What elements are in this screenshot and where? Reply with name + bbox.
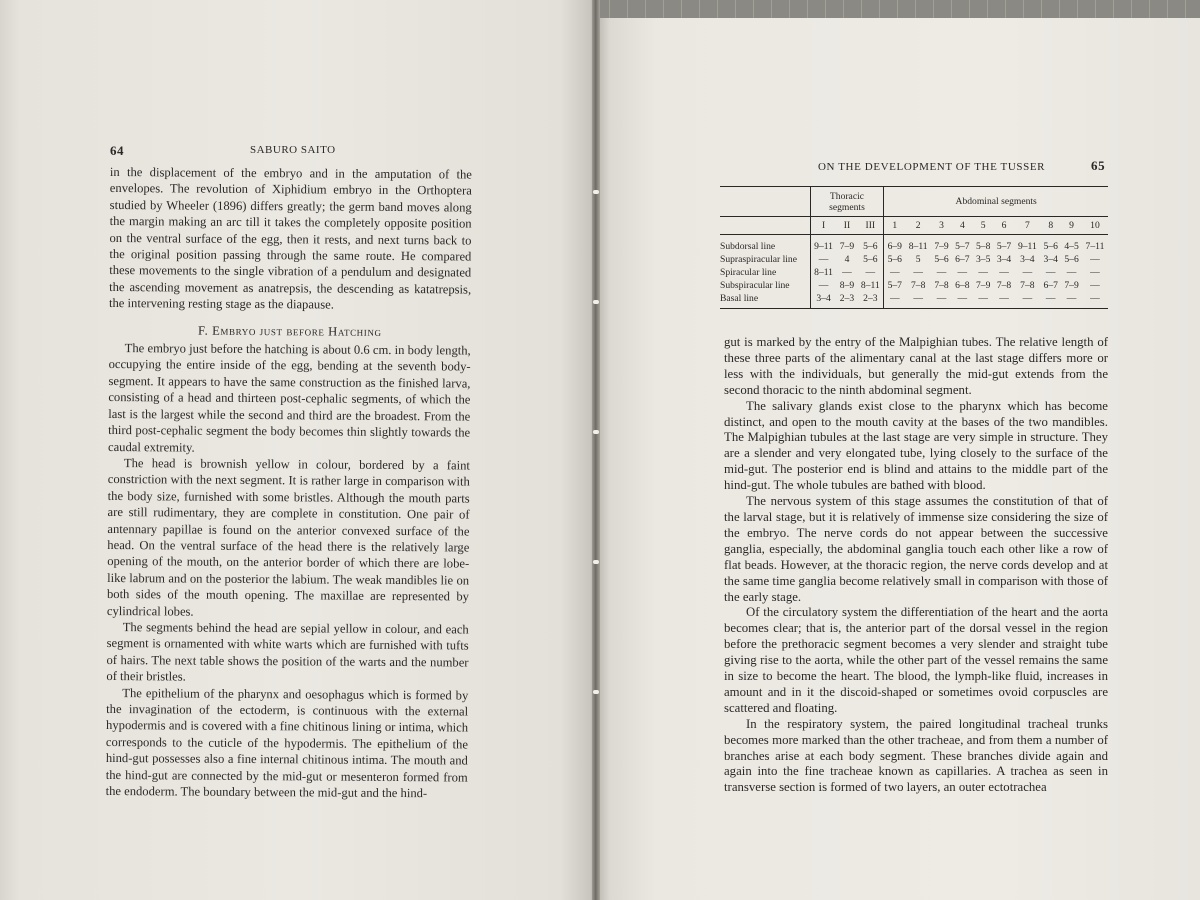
table-cell: 5–7 xyxy=(955,241,970,252)
paragraph: in the displacement of the embryo and in the amputation of the envelopes. The revolution of Xiphidium embryo in the Orthoptera studied by Wheeler (1896) differs greatly; the germ band moves along the margin making an arc till it takes the completely opposite position on the ventral surface of the egg, then it rests, and next turns back to the original position passing through the same route. He compared these movements to the single vibration of a pendulum and designated the ascending movement as anatrepsis, the descending as katatrepsis, the intervening resting stage as the diapause. xyxy=(108,164,472,312)
paragraph: In the respiratory system, the paired longitudinal tracheal trunks becomes more marked than the other tracheae, and from them a number of branches arise at each body segment. These branches divide again and again into the fine tracheae known as capillaries. A trachea as seen in transverse section is formed of two layers, an outer ectotrachea xyxy=(724,716,1108,795)
paragraph: The segments behind the head are sepial yellow in colour, and each segment is ornamented with white warts which are furnished with tufts of hairs. The next table shows the position of the warts and the number of their bristles. xyxy=(106,620,469,684)
table-cell: — xyxy=(1090,254,1100,265)
table-cell: — xyxy=(905,292,931,309)
thoracic-col-header: III xyxy=(857,217,883,235)
thoracic-group-header: Thoracic segments xyxy=(810,187,884,217)
paragraph: The head is brownish yellow in colour, bordered by a faint constriction with the next segment. It is rather large in comparison with the body size, furnished with some bristles. Although the mouth parts are still rudimentary, they are complete in constitution. One pair of antennary papillae is found on the anterior convexed surface of the head. On the ventral surface of the head there is the relatively large opening of the mouth, on the anterior border of which there are lobe-like labrum and on the posterior the labium. The weak mandibles lie on both sides of the mouth opening. The maxillae are represented by cylindrical lobes. xyxy=(106,456,470,619)
table-cell: 8–11 xyxy=(857,279,883,292)
abdominal-col-header: 3 xyxy=(931,217,952,235)
table-cell: 8–11 xyxy=(814,267,833,278)
table-cell: 7–9 xyxy=(1064,280,1079,291)
wart-bristle-table xyxy=(720,186,1108,309)
table-cell: 2–3 xyxy=(857,292,883,309)
table-cell: — xyxy=(1090,280,1100,291)
table-label-header xyxy=(720,217,810,235)
table-row xyxy=(720,266,1108,279)
abdominal-col-header: 7 xyxy=(1014,217,1040,235)
table-cell: 4–5 xyxy=(1064,241,1079,252)
row-label: Spiracular line xyxy=(720,266,810,279)
table-cell: 9–11 xyxy=(814,241,833,252)
table-cell: — xyxy=(1082,292,1108,309)
abdominal-col-header: 8 xyxy=(1040,217,1061,235)
page-number: 64 xyxy=(110,143,124,158)
table-cell: 7–9 xyxy=(934,241,949,252)
binding-stitch xyxy=(593,190,599,194)
abdominal-col-header: 4 xyxy=(952,217,973,235)
abdominal-col-header: 9 xyxy=(1061,217,1082,235)
table-cell: 5 xyxy=(915,254,921,265)
book-gutter xyxy=(592,0,600,900)
table-cell: — xyxy=(978,267,988,278)
table-cell: — xyxy=(931,292,952,309)
table-cell: — xyxy=(952,292,973,309)
table-cell: 6–7 xyxy=(1043,280,1058,291)
table-cell: — xyxy=(973,292,994,309)
table-cell: — xyxy=(957,267,968,278)
table-cell: 3–4 xyxy=(1043,254,1058,265)
section-title: F. Embryo just before Hatching xyxy=(198,323,382,339)
table-cell: — xyxy=(1040,292,1061,309)
table-cell: — xyxy=(1014,292,1040,309)
table-cell: — xyxy=(1045,267,1056,278)
table-cell: 6–8 xyxy=(955,280,970,291)
table-cell: 7–9 xyxy=(839,241,855,252)
table-cell: 7–8 xyxy=(996,280,1012,291)
table-corner-cell xyxy=(720,187,810,217)
table-cell: 7–8 xyxy=(1020,280,1035,291)
table-row xyxy=(720,235,1108,254)
table-cell: — xyxy=(999,267,1009,278)
table-cell: 7–8 xyxy=(910,280,926,291)
table-cell: 3–4 xyxy=(996,254,1012,265)
row-label: Subdorsal line xyxy=(720,235,810,254)
abdominal-col-header: 2 xyxy=(905,217,931,235)
right-page-header xyxy=(818,158,1108,176)
table-cell: — xyxy=(842,267,852,278)
left-body-text xyxy=(106,164,472,802)
binding-stitch xyxy=(593,300,599,304)
table-cell: 9–11 xyxy=(1017,241,1037,252)
table-cell: 5–6 xyxy=(857,235,883,254)
table-cell: 5–8 xyxy=(975,241,991,252)
row-label: Basal line xyxy=(720,292,810,309)
running-head: ON THE DEVELOPMENT OF THE TUSSER xyxy=(818,161,1046,173)
table-cell: 7–11 xyxy=(1085,241,1105,252)
abdominal-col-header: 10 xyxy=(1082,217,1108,235)
thoracic-col-header: II xyxy=(837,217,858,235)
table-cell: 5–6 xyxy=(887,254,902,265)
left-page xyxy=(0,0,596,900)
table-cell: — xyxy=(857,266,883,279)
binding-stitch xyxy=(593,560,599,564)
paragraph: gut is marked by the entry of the Malpighian tubes. The relative length of these three parts of the alimentary canal at the last stage differs more or less with the individuals, but generally the mid-gut extends from the second thoracic to the ninth abdominal segment. xyxy=(724,335,1108,397)
paragraph: The nervous system of this stage assumes the constitution of that of the larval stage, but it is relatively of immense size considering the size of the embryo. The nerve cords do not appear between the successive ganglia, especially, the abdominal ganglia touch each other like a row of flat beads. However, at the thoracic region, the nerve cords develop and at the same time ganglia become relatively small in comparison with those of the early stage. xyxy=(724,494,1108,604)
table-cell: 4 xyxy=(844,254,850,265)
table-cell: — xyxy=(936,267,947,278)
table-row xyxy=(720,279,1108,292)
table-cell: 8–11 xyxy=(908,241,928,252)
paragraph: The salivary glands exist close to the pharynx which has become distinct, and open to the mouth cavity at the bases of the two mandibles. The Malpighian tubules at the last stage are very simple in structure. They are a slender and very elongated tube, lying closely to the surface of the mid-gut. The posterior end is blind and attains to the middle part of the hind-gut. The whole tubules are bathed with blood. xyxy=(724,398,1108,493)
table-cell: 3–4 xyxy=(1020,254,1035,265)
paragraph: The epithelium of the pharynx and oesophagus which is formed by the invagination of the ectoderm, is continuous with the external hypodermis and is covered with a fine chitinous lining or intima, which corresponds to the cuticle of the hypodermis. The epithelium of the hind-gut possesses also a fine internal chitinous intima. The mouth and the hind-gut are connected by the mid-gut or mesenteron formed from the endoderm. The boundary between the mid-gut and the hind- xyxy=(105,685,469,801)
row-label: Supraspiracular line xyxy=(720,253,810,266)
table-cell: 7–9 xyxy=(975,280,991,291)
table-cell: — xyxy=(994,292,1015,309)
table-cell: — xyxy=(1022,267,1033,278)
running-head: SABURO SAITO xyxy=(250,144,336,156)
table-cell: — xyxy=(1066,267,1077,278)
table-cell: 6–7 xyxy=(955,254,970,265)
table-cell: 6–9 xyxy=(887,241,902,252)
row-label: Subspiracular line xyxy=(720,279,810,292)
table-cell: 3–5 xyxy=(975,254,991,265)
table-cell: 5–7 xyxy=(887,280,902,291)
page-number: 65 xyxy=(1091,158,1106,173)
paragraph: Of the circulatory system the differentiation of the heart and the aorta becomes clear; that is, the anterior part of the dorsal vessel in the region before the prethoracic segment becomes a very slender and straight tube giving rise to the aorta, while the other part of the vessel remains the same in size to become the heart. The blood, the lymph-like fluid, increases in amount and in it the discoid-shaped or sometimes ovoid corpuscles are scattered and floating. xyxy=(724,605,1108,715)
table-cell: — xyxy=(818,280,829,291)
table-row xyxy=(720,253,1108,266)
abdominal-group-header: Abdominal segments xyxy=(884,187,1108,217)
table-cell: 2–3 xyxy=(837,292,858,309)
thoracic-col-header: I xyxy=(810,217,836,235)
paragraph: The embryo just before the hatching is about 0.6 cm. in body length, occupying the entire inside of the egg, bending at the seventh body-segment. It appears to have the same construction as the finished larva, consisting of a head and thirteen post-cephalic segments, of which the last is the largest while the second and third are the broadest. From the third post-cephalic segment the body becomes thin slightly towards the caudal extremity. xyxy=(107,341,471,455)
table-cell: 5–6 xyxy=(1064,254,1079,265)
table-cell: — xyxy=(1090,267,1100,278)
table-cell: 7–8 xyxy=(934,280,949,291)
table-cell: 8–9 xyxy=(839,280,855,291)
table-cell: 5–6 xyxy=(857,253,883,266)
abdominal-col-header: 5 xyxy=(973,217,994,235)
table-cell: 5–7 xyxy=(996,241,1012,252)
abdominal-col-header: 6 xyxy=(994,217,1015,235)
binding-stitch xyxy=(593,430,599,434)
table-cell: 5–6 xyxy=(1043,241,1058,252)
table-cell: — xyxy=(889,267,900,278)
left-page-header xyxy=(110,143,470,163)
table-row xyxy=(720,292,1108,309)
table-cell: — xyxy=(913,267,923,278)
right-body-text xyxy=(724,335,1108,796)
binding-stitch xyxy=(593,690,599,694)
table-cell: — xyxy=(1061,292,1082,309)
table-cell: — xyxy=(818,254,829,265)
abdominal-col-header: 1 xyxy=(884,217,905,235)
table-cell: — xyxy=(884,292,905,309)
table-cell: 3–4 xyxy=(810,292,836,309)
table-cell: 5–6 xyxy=(934,254,949,265)
